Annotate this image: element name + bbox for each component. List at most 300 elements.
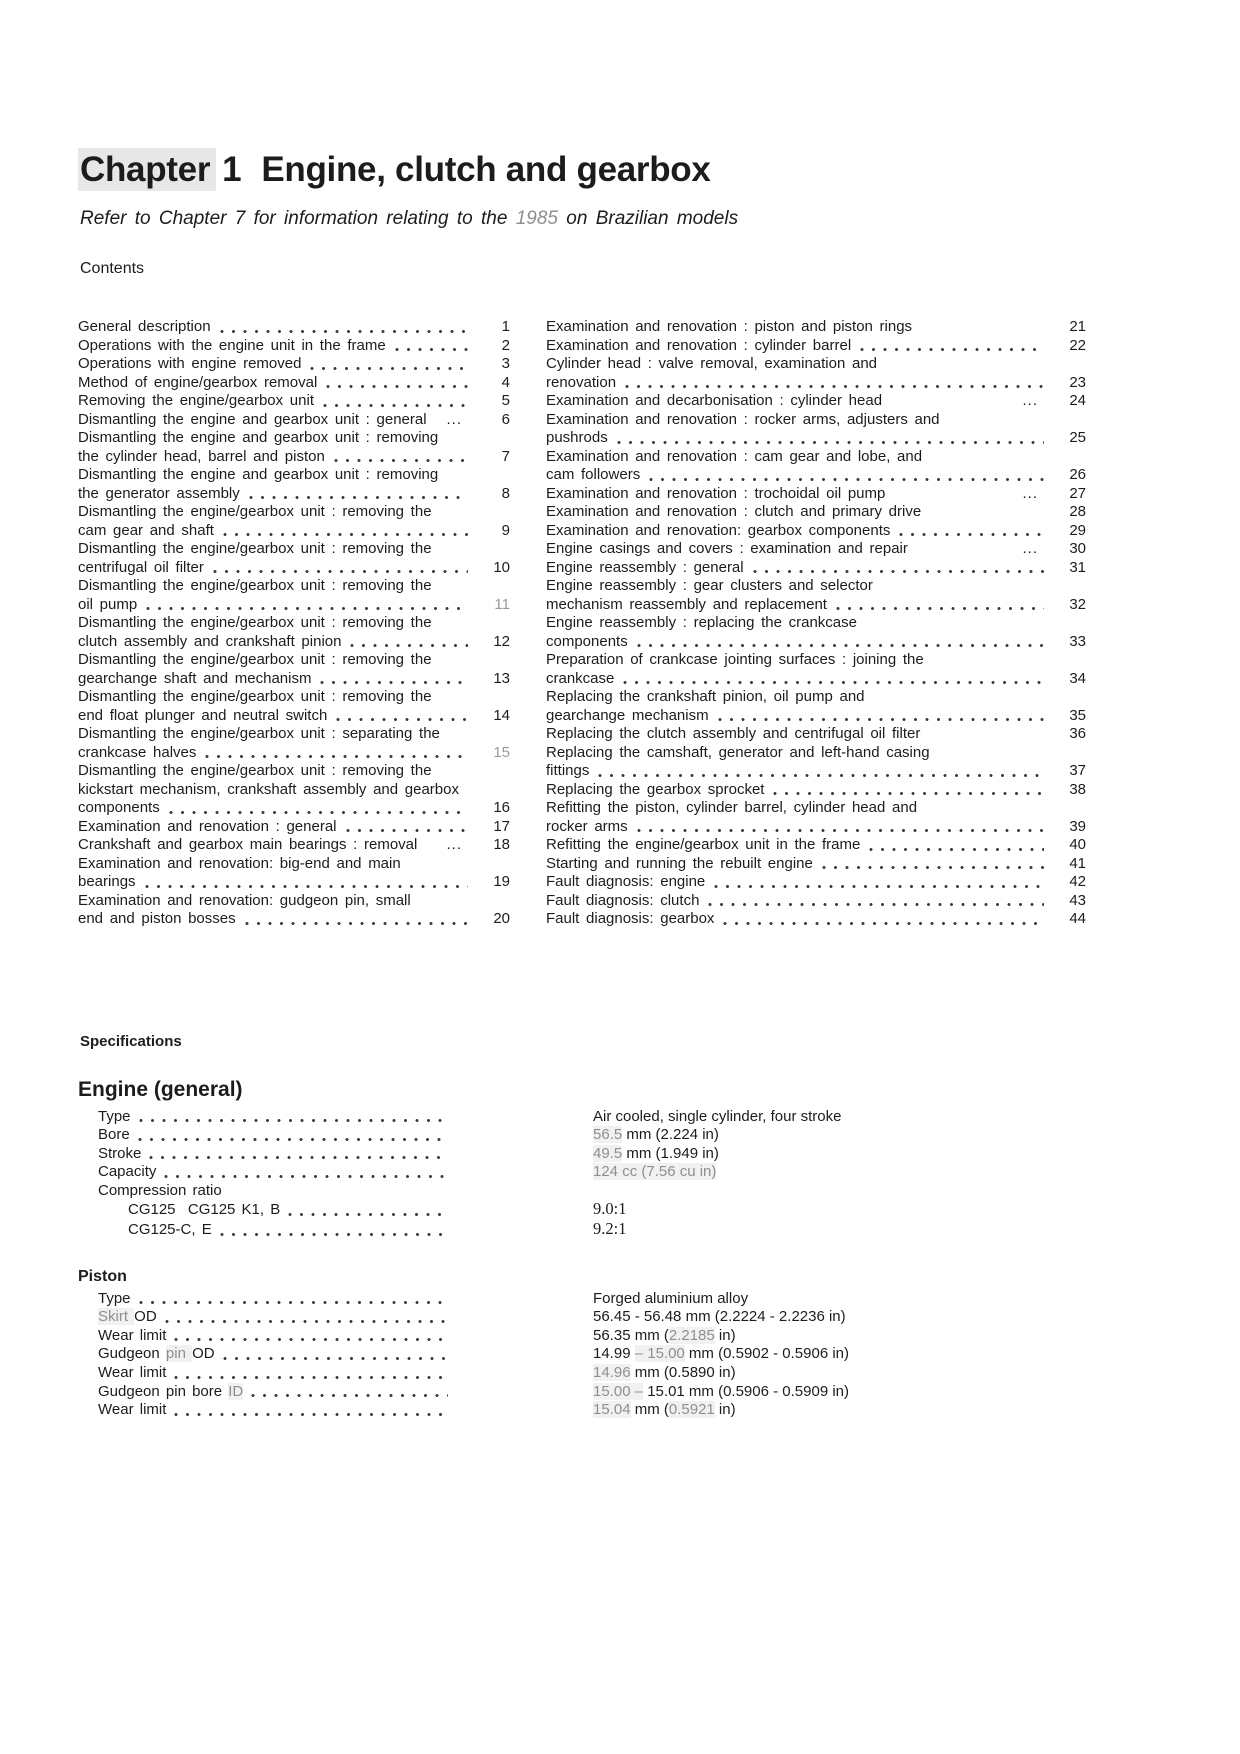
- toc-page-number: 11: [494, 595, 510, 613]
- toc-page-number: 25: [1069, 429, 1086, 446]
- toc-leader-dots: [169, 810, 468, 815]
- toc-entry-line: [546, 855, 1086, 874]
- toc-entry-line: [546, 873, 1086, 892]
- toc-entry-line: [78, 744, 510, 763]
- toc-page-number: 38: [1069, 780, 1086, 798]
- toc-entry: [78, 688, 510, 725]
- toc-page-number: 34: [1069, 669, 1086, 687]
- toc-entry-line: [546, 836, 1086, 855]
- toc-entry: [546, 688, 1086, 725]
- spec-label-block: [78, 1145, 450, 1164]
- toc-page-number: 23: [1069, 373, 1086, 391]
- toc-entry: [78, 540, 510, 577]
- toc-entry-line: Examination and renovation : rocker arms, adjusters and: [546, 410, 940, 428]
- spec-leader-dots: [139, 1300, 448, 1305]
- toc-entry-line: [78, 873, 510, 892]
- toc-entry-line: Dismantling the engine/gearbox unit : removing the: [78, 503, 432, 520]
- toc-entry-text: Examination and renovation : clutch and primary drive: [546, 503, 922, 520]
- toc-entry-line: [546, 392, 1086, 411]
- toc-entry-line: [546, 466, 1086, 485]
- spec-leader-dots: [220, 1232, 448, 1237]
- text-segment: Gudgeon pin bore: [98, 1382, 229, 1400]
- toc-entry-text: Engine casings and covers : examination and repair: [546, 540, 908, 557]
- toc-entry-text: components: [546, 632, 628, 650]
- toc-entry-text: centrifugal oil filter: [78, 558, 204, 576]
- contents-list: [78, 318, 1165, 929]
- toc-entry-line: [78, 485, 510, 504]
- spec-row: [78, 1182, 1165, 1201]
- spec-label: [128, 1201, 280, 1220]
- toc-entry-line: [546, 374, 1086, 393]
- spec-label-block: [78, 1201, 450, 1220]
- toc-page-number: 10: [493, 558, 510, 576]
- text-segment: 2.2185: [668, 1326, 715, 1344]
- text-segment: OD: [192, 1345, 215, 1363]
- toc-entry-line: [546, 670, 1086, 689]
- spec-label-block: [78, 1383, 450, 1402]
- toc-page-number: 27: [1069, 484, 1086, 502]
- text-segment: Stroke: [98, 1144, 142, 1162]
- spec-value: [593, 1383, 849, 1402]
- spec-row: [78, 1327, 1165, 1346]
- toc-leader-dots: [625, 384, 1044, 389]
- text-segment: Forged aluminium alloy: [593, 1289, 749, 1307]
- text-segment: 124 cc (7.56 cu in): [593, 1163, 717, 1181]
- toc-page-number: 22: [1069, 336, 1086, 354]
- toc-entry: [78, 836, 510, 855]
- spec-label: [98, 1145, 141, 1164]
- toc-entry: [78, 818, 510, 837]
- text-segment: mm (1.949 in): [622, 1144, 719, 1162]
- spec-leader-dots: [165, 1319, 448, 1324]
- toc-entry-text: fittings: [546, 762, 590, 779]
- toc-entry-line: [78, 392, 510, 411]
- toc-leader-dots: [346, 828, 469, 833]
- toc-leader-dots: [213, 569, 468, 574]
- spec-leader-dots: [164, 1174, 448, 1179]
- toc-leader-dots: [899, 532, 1044, 537]
- spec-leader-dots: [223, 1356, 448, 1361]
- toc-leader-dots: [249, 495, 468, 500]
- toc-entry-line: Dismantling the engine/gearbox unit : removing the: [78, 614, 432, 631]
- text-segment: in): [714, 1326, 736, 1344]
- toc-entry-text: rocker arms: [546, 817, 628, 835]
- toc-entry-text: Removing the engine/gearbox unit: [78, 392, 314, 409]
- spec-value: [593, 1163, 716, 1182]
- toc-page-number: 20: [493, 910, 510, 927]
- toc-leader-dots: [860, 347, 1044, 352]
- spec-row: [78, 1126, 1165, 1145]
- toc-entry-line: Refitting the piston, cylinder barrel, cylinder head and: [546, 799, 918, 816]
- toc-entry: [546, 355, 1086, 392]
- toc-entry: [78, 577, 510, 614]
- toc-leader-dots: [146, 606, 468, 611]
- spec-value: [593, 1126, 719, 1145]
- toc-entry-line: [546, 337, 1086, 356]
- toc-entry: [78, 762, 510, 818]
- toc-leader-ellipsis: ...: [1022, 392, 1038, 409]
- toc-leader-ellipsis: ...: [1022, 484, 1038, 502]
- toc-leader-dots: [637, 828, 1044, 833]
- spec-row: [78, 1364, 1165, 1383]
- toc-entry-text: gearchange mechanism: [546, 706, 709, 724]
- toc-page-number: 2: [501, 336, 510, 354]
- toc-entry-line: [546, 707, 1086, 726]
- toc-entry-line: [546, 892, 1086, 911]
- text-segment: mm (0.5902 - 0.5906 in): [684, 1345, 850, 1363]
- toc-entry-line: [78, 670, 510, 689]
- text-segment: Type: [98, 1107, 131, 1125]
- toc-leader-dots: [395, 347, 468, 352]
- text-segment: 56.5: [593, 1126, 623, 1144]
- spec-label-block: [78, 1163, 450, 1182]
- text-segment: Gudgeon: [98, 1345, 166, 1363]
- toc-entry-text: renovation: [546, 373, 617, 391]
- toc-entry: [546, 910, 1086, 929]
- toc-entry: [546, 781, 1086, 800]
- spec-row: [78, 1108, 1165, 1127]
- text-segment: mm (: [630, 1401, 669, 1419]
- toc-page-number: 3: [501, 355, 510, 372]
- spec-label-block: [78, 1182, 450, 1201]
- text-segment: mm (2.224 in): [622, 1126, 719, 1144]
- toc-entry-line: Dismantling the engine/gearbox unit : removing the: [78, 651, 432, 668]
- toc-entry-line: [78, 596, 510, 615]
- toc-entry-line: [78, 374, 510, 393]
- toc-page-number: 40: [1069, 836, 1086, 853]
- spec-value: [593, 1364, 736, 1383]
- toc-page-number: 24: [1069, 392, 1086, 409]
- spec-label: [98, 1364, 166, 1383]
- spec-leader-dots: [149, 1155, 448, 1160]
- toc-entry-text: Fault diagnosis: clutch: [546, 891, 700, 909]
- spec-label-block: [78, 1327, 450, 1346]
- toc-entry-text: Fault diagnosis: engine: [546, 873, 706, 890]
- toc-entry: [546, 337, 1086, 356]
- toc-page-number: 14: [493, 706, 510, 724]
- toc-page-number: 32: [1069, 595, 1086, 613]
- toc-entry-text: Starting and running the rebuilt engine: [546, 854, 813, 872]
- spec-label: [98, 1327, 166, 1346]
- spec-value: [593, 1345, 849, 1364]
- text-segment: pin: [165, 1345, 193, 1363]
- toc-leader-dots: [836, 606, 1044, 611]
- spec-label: [98, 1182, 222, 1201]
- spec-row: [78, 1145, 1165, 1164]
- toc-entry-text: cam gear and shaft: [78, 521, 214, 539]
- toc-leader-dots: [334, 458, 468, 463]
- spec-label-block: [78, 1364, 450, 1383]
- title-subject: Engine, clutch and gearbox: [261, 150, 711, 189]
- toc-entry-line: [78, 633, 510, 652]
- toc-leader-dots: [718, 717, 1044, 722]
- text-segment: 15.00 –: [593, 1382, 644, 1400]
- toc-entry-line: [78, 448, 510, 467]
- spec-label: [128, 1221, 212, 1240]
- specifications-heading: Specifications: [80, 1032, 182, 1050]
- toc-entry-text: Examination and decarbonisation : cylinder head: [546, 392, 883, 409]
- toc-leader-dots: [723, 921, 1044, 926]
- toc-entry: [78, 651, 510, 688]
- toc-leader-dots: [637, 643, 1044, 648]
- toc-page-number: 12: [493, 632, 510, 650]
- toc-entry-text: crankcase halves: [78, 743, 197, 761]
- toc-page-number: 15: [493, 743, 510, 761]
- toc-entry: [78, 892, 510, 929]
- toc-leader-dots: [598, 773, 1044, 778]
- text-segment: CG125 CG125 K1, B: [128, 1201, 281, 1219]
- toc-entry-text: cam followers: [546, 466, 641, 483]
- toc-entry-text: Crankshaft and gearbox main bearings : removal: [78, 836, 418, 853]
- toc-entry-line: [546, 725, 1086, 744]
- toc-entry-line: [78, 337, 510, 356]
- toc-entry-line: Dismantling the engine/gearbox unit : removing the: [78, 762, 432, 779]
- toc-entry-line: [78, 836, 510, 855]
- toc-page-number: 30: [1069, 540, 1086, 557]
- toc-entry-line: [78, 559, 510, 578]
- toc-entry: [78, 318, 510, 337]
- toc-entry: [546, 836, 1086, 855]
- text-segment: 14.99: [593, 1345, 635, 1363]
- toc-entry-line: Replacing the camshaft, generator and left-hand casing: [546, 743, 930, 761]
- spec-value: [593, 1401, 736, 1420]
- spec-label: [98, 1108, 131, 1127]
- toc-leader-dots: [617, 440, 1044, 445]
- spec-value: [593, 1200, 626, 1219]
- spec-label: [98, 1383, 243, 1402]
- toc-leader-dots: [708, 902, 1044, 907]
- toc-leader-dots: [350, 643, 468, 648]
- page-title: [78, 150, 1165, 190]
- title-chapter-number: 1: [222, 150, 242, 189]
- spec-label: [98, 1163, 156, 1182]
- toc-leader-dots: [822, 865, 1044, 870]
- toc-page-number: 28: [1069, 503, 1086, 520]
- toc-entry: [546, 540, 1086, 559]
- spec-leader-dots: [138, 1137, 448, 1142]
- toc-entry-line: [546, 633, 1086, 652]
- toc-entry: [78, 503, 510, 540]
- toc-entry-text: oil pump: [78, 595, 138, 613]
- toc-entry-line: [546, 429, 1086, 448]
- toc-leader-dots: [336, 717, 468, 722]
- spec-label-block: [78, 1221, 450, 1240]
- toc-entry-line: Examination and renovation : cam gear and lobe, and: [546, 447, 923, 465]
- spec-leader-dots: [288, 1212, 448, 1217]
- toc-page-number: 35: [1069, 706, 1086, 724]
- toc-entry-text: gearchange shaft and mechanism: [78, 669, 312, 687]
- toc-page-number: 33: [1069, 632, 1086, 650]
- spec-label-block: [78, 1108, 450, 1127]
- toc-entry-line: Dismantling the engine/gearbox unit : separating the: [78, 725, 440, 742]
- toc-entry-line: [546, 762, 1086, 781]
- spec-section: [78, 1268, 1165, 1420]
- spec-row: [78, 1220, 1165, 1240]
- toc-leader-dots: [623, 680, 1044, 685]
- toc-page-number: 41: [1069, 854, 1086, 872]
- toc-entry-text: Operations with the engine unit in the frame: [78, 336, 386, 354]
- toc-leader-dots: [326, 384, 468, 389]
- spec-value: [593, 1108, 841, 1127]
- text-segment: Wear limit: [98, 1326, 167, 1344]
- spec-row: [78, 1401, 1165, 1420]
- toc-entry: [546, 411, 1086, 448]
- contents-column-left: [78, 318, 510, 929]
- toc-entry-line: Dismantling the engine and gearbox unit : removing: [78, 429, 439, 446]
- toc-page-number: 26: [1069, 466, 1086, 483]
- spec-section: [78, 1078, 1165, 1240]
- toc-entry-text: Replacing the gearbox sprocket: [546, 780, 765, 798]
- spec-value: [593, 1327, 736, 1346]
- text-segment: Compression ratio: [98, 1181, 222, 1199]
- spec-leader-dots: [174, 1375, 448, 1380]
- spec-leader-dots: [251, 1393, 448, 1398]
- toc-entry-line: [78, 522, 510, 541]
- toc-entry-line: [546, 559, 1086, 578]
- toc-entry: [78, 355, 510, 374]
- spec-row: [78, 1200, 1165, 1220]
- text-segment: 56.35 mm (: [593, 1326, 669, 1344]
- toc-leader-dots: [714, 884, 1044, 889]
- toc-entry-line: [78, 707, 510, 726]
- text-segment: CG125-C, E: [128, 1221, 212, 1239]
- toc-page-number: 5: [501, 392, 510, 409]
- toc-entry-text: end float plunger and neutral switch: [78, 706, 328, 724]
- toc-entry: [546, 577, 1086, 614]
- spec-row: [78, 1163, 1165, 1182]
- contents-heading: Contents: [80, 260, 145, 277]
- toc-entry-text: Method of engine/gearbox removal: [78, 373, 318, 391]
- text-segment: Bore: [98, 1126, 130, 1144]
- spec-label: [98, 1126, 130, 1145]
- spec-label-block: [78, 1126, 450, 1145]
- toc-entry-line: [546, 540, 1086, 559]
- toc-entry-line: kickstart mechanism, crankshaft assembly and gearbox: [78, 780, 459, 798]
- toc-entry-line: [546, 818, 1086, 837]
- toc-leader-dots: [310, 366, 468, 371]
- toc-entry-text: the generator assembly: [78, 484, 240, 502]
- spec-leader-dots: [139, 1118, 448, 1123]
- toc-entry: [546, 651, 1086, 688]
- text-segment: Wear limit: [98, 1364, 167, 1382]
- toc-entry-line: Cylinder head : valve removal, examination and: [546, 355, 878, 372]
- spec-leader-dots: [174, 1337, 448, 1342]
- toc-entry-line: [546, 318, 1086, 337]
- specifications-sections: [78, 1078, 1165, 1420]
- spec-label: [98, 1401, 166, 1420]
- toc-entry-line: Dismantling the engine/gearbox unit : removing the: [78, 540, 432, 557]
- toc-entry-line: [78, 818, 510, 837]
- toc-entry-text: crankcase: [546, 669, 615, 687]
- toc-leader-dots: [223, 532, 468, 537]
- toc-leader-dots: [753, 569, 1044, 574]
- toc-entry-line: Examination and renovation: gudgeon pin, small: [78, 891, 411, 909]
- toc-entry-line: Engine reassembly : gear clusters and selector: [546, 577, 873, 594]
- toc-entry-text: bearings: [78, 873, 136, 890]
- text-segment: Air cooled, single cylinder, four stroke: [593, 1107, 842, 1125]
- toc-entry-text: components: [78, 799, 160, 816]
- text-segment: – 15.00: [634, 1345, 685, 1363]
- toc-entry-line: Examination and renovation: big-end and main: [78, 854, 401, 872]
- spec-section-heading: Engine (general): [78, 1077, 243, 1101]
- toc-leader-dots: [145, 884, 468, 889]
- toc-entry: [546, 799, 1086, 836]
- toc-entry-text: pushrods: [546, 429, 608, 446]
- toc-entry-text: General description: [78, 318, 211, 335]
- subtitle-post: on Brazilian models: [558, 208, 739, 229]
- text-segment: Type: [98, 1289, 131, 1307]
- spec-label: [98, 1345, 215, 1364]
- toc-page-number: 44: [1069, 910, 1086, 927]
- spec-label-block: [78, 1290, 450, 1309]
- spec-label-block: [78, 1308, 450, 1327]
- text-segment: 49.5: [593, 1144, 623, 1162]
- toc-entry: [546, 522, 1086, 541]
- toc-entry: [78, 411, 510, 430]
- toc-page-number: 6: [501, 410, 510, 428]
- toc-leader-dots: [320, 680, 468, 685]
- toc-leader-dots: [649, 477, 1044, 482]
- toc-entry-text: Replacing the clutch assembly and centrifugal oil filter: [546, 725, 921, 742]
- toc-entry-text: Engine reassembly : general: [546, 558, 744, 576]
- spec-value: [593, 1145, 719, 1164]
- toc-entry-line: Preparation of crankcase jointing surfaces : joining the: [546, 651, 924, 668]
- toc-entry: [78, 392, 510, 411]
- toc-entry-text: Fault diagnosis: gearbox: [546, 910, 715, 927]
- toc-entry: [546, 725, 1086, 744]
- toc-entry-text: mechanism reassembly and replacement: [546, 595, 827, 613]
- toc-page-number: 7: [501, 447, 510, 465]
- toc-leader-ellipsis: ...: [446, 410, 462, 428]
- toc-entry: [546, 503, 1086, 522]
- toc-entry-line: [78, 910, 510, 929]
- spec-value: [593, 1308, 846, 1327]
- subtitle-pre: Refer to Chapter 7 for information relating to the: [80, 208, 516, 229]
- text-segment: 0.5921: [668, 1401, 715, 1419]
- toc-entry-line: [546, 781, 1086, 800]
- toc-entry-line: [78, 799, 510, 818]
- toc-entry-text: Examination and renovation: gearbox components: [546, 521, 891, 539]
- toc-page-number: 18: [493, 836, 510, 853]
- spec-label: [98, 1290, 131, 1309]
- toc-entry-line: [546, 522, 1086, 541]
- toc-leader-ellipsis: ...: [1022, 540, 1038, 557]
- toc-entry-text: Operations with engine removed: [78, 355, 302, 372]
- text-segment: 9.2:1: [593, 1219, 627, 1239]
- toc-entry: [546, 892, 1086, 911]
- spec-row: [78, 1308, 1165, 1327]
- toc-entry-line: Dismantling the engine/gearbox unit : removing the: [78, 688, 432, 705]
- toc-entry: [78, 466, 510, 503]
- toc-entry: [546, 485, 1086, 504]
- toc-leader-dots: [220, 329, 468, 334]
- toc-entry-line: Dismantling the engine and gearbox unit : removing: [78, 466, 439, 483]
- toc-entry: [78, 614, 510, 651]
- toc-entry-line: Replacing the crankshaft pinion, oil pump and: [546, 688, 865, 705]
- toc-entry: [78, 337, 510, 356]
- toc-page-number: 43: [1069, 891, 1086, 909]
- text-segment: ID: [228, 1382, 244, 1400]
- text-segment: 56.45 - 56.48 mm (2.2224 - 2.2236 in): [593, 1308, 846, 1326]
- toc-page-number: 37: [1069, 762, 1086, 779]
- spec-section-heading: Piston: [78, 1267, 127, 1285]
- toc-page-number: 17: [493, 817, 510, 835]
- toc-entry: [78, 374, 510, 393]
- toc-page-number: 21: [1069, 318, 1086, 335]
- toc-entry: [546, 873, 1086, 892]
- toc-entry-text: clutch assembly and crankshaft pinion: [78, 632, 342, 650]
- toc-entry: [78, 725, 510, 762]
